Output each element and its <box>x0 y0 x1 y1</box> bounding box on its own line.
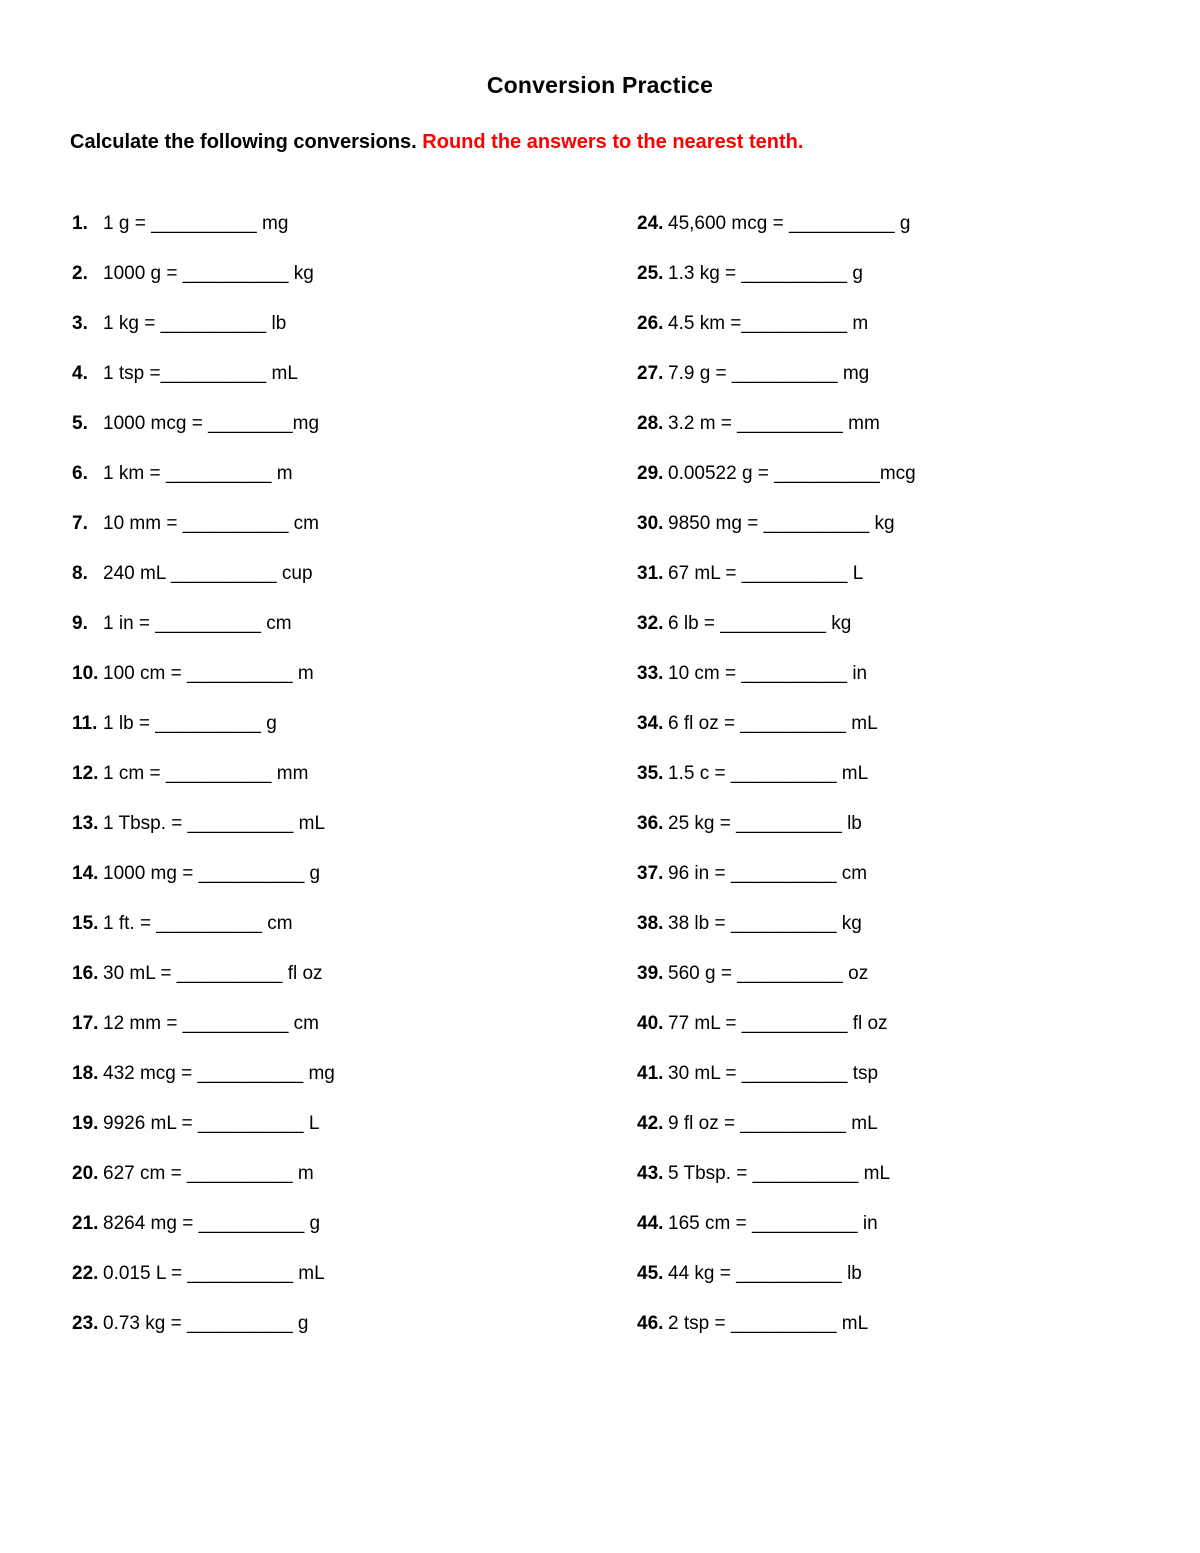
problem-number: 34. <box>637 713 664 734</box>
problem-item <box>637 912 916 962</box>
problem-number: 37. <box>637 863 664 884</box>
problem-text: 77 mL = __________ fl oz <box>668 1013 888 1034</box>
problem-text: 45,600 mcg = __________ g <box>668 213 911 234</box>
problem-number: 3. <box>72 313 88 334</box>
problem-text: 1 lb = __________ g <box>103 713 277 734</box>
problem-item <box>637 512 916 562</box>
problem-text: 10 cm = __________ in <box>668 663 868 684</box>
problems-left-column <box>72 212 335 1362</box>
problem-number: 20. <box>72 1163 99 1184</box>
problem-number: 6. <box>72 463 88 484</box>
problem-number: 8. <box>72 563 88 584</box>
problem-number: 43. <box>637 1163 664 1184</box>
problem-number: 24. <box>637 213 664 234</box>
problem-text: 1.3 kg = __________ g <box>668 263 863 284</box>
problem-number: 5. <box>72 413 88 434</box>
problem-text: 432 mcg = __________ mg <box>103 1063 335 1084</box>
problem-text: 1000 mcg = ________mg <box>103 413 320 434</box>
problem-item <box>637 712 916 762</box>
problem-item <box>72 412 335 462</box>
problem-item <box>637 1212 916 1262</box>
problem-text: 627 cm = __________ m <box>103 1163 314 1184</box>
problem-text: 2 tsp = __________ mL <box>668 1313 869 1334</box>
problem-number: 27. <box>637 363 664 384</box>
problem-text: 12 mm = __________ cm <box>103 1013 319 1034</box>
problem-number: 16. <box>72 963 99 984</box>
problem-text: 38 lb = __________ kg <box>668 913 862 934</box>
problem-number: 28. <box>637 413 664 434</box>
instructions-normal-text: Calculate the following conversions. <box>70 131 423 153</box>
problem-number: 41. <box>637 1063 664 1084</box>
problem-item <box>72 1062 335 1112</box>
problem-text: 10 mm = __________ cm <box>103 513 319 534</box>
problem-item <box>637 962 916 1012</box>
problem-text: 5 Tbsp. = __________ mL <box>668 1163 891 1184</box>
problem-item <box>72 1262 335 1312</box>
problem-item <box>72 462 335 512</box>
problem-text: 9926 mL = __________ L <box>103 1113 320 1134</box>
problem-number: 44. <box>637 1213 664 1234</box>
problem-number: 9. <box>72 613 88 634</box>
problem-number: 11. <box>72 713 98 734</box>
problem-text: 6 lb = __________ kg <box>668 613 852 634</box>
problem-number: 45. <box>637 1263 664 1284</box>
problem-item <box>72 312 335 362</box>
problem-text: 0.73 kg = __________ g <box>103 1313 309 1334</box>
problem-item <box>72 212 335 262</box>
problem-number: 14. <box>72 863 99 884</box>
problem-number: 35. <box>637 763 664 784</box>
problem-text: 1 km = __________ m <box>103 463 293 484</box>
problem-text: 44 kg = __________ lb <box>668 1263 862 1284</box>
problem-text: 560 g = __________ oz <box>668 963 869 984</box>
problem-item <box>72 262 335 312</box>
problem-text: 165 cm = __________ in <box>668 1213 878 1234</box>
problem-text: 8264 mg = __________ g <box>103 1213 321 1234</box>
problems-right-column <box>637 212 916 1362</box>
problem-item <box>637 1012 916 1062</box>
problem-number: 25. <box>637 263 664 284</box>
problem-number: 19. <box>72 1113 99 1134</box>
problem-item <box>72 812 335 862</box>
problem-item <box>637 562 916 612</box>
problem-item <box>637 1262 916 1312</box>
problem-text: 1.5 c = __________ mL <box>668 763 869 784</box>
problem-number: 26. <box>637 313 664 334</box>
problem-text: 1000 mg = __________ g <box>103 863 321 884</box>
problem-number: 7. <box>72 513 88 534</box>
problem-number: 46. <box>637 1313 664 1334</box>
problem-text: 30 mL = __________ fl oz <box>103 963 323 984</box>
page-title: Conversion Practice <box>486 72 714 98</box>
problem-item <box>72 1162 335 1212</box>
problem-number: 1. <box>72 213 88 234</box>
problem-number: 40. <box>637 1013 664 1034</box>
problem-item <box>72 962 335 1012</box>
problem-item <box>637 662 916 712</box>
problem-text: 1 Tbsp. = __________ mL <box>103 813 326 834</box>
problem-number: 12. <box>72 763 99 784</box>
problem-text: 240 mL __________ cup <box>103 563 313 584</box>
problem-item <box>637 1112 916 1162</box>
problem-item <box>637 1062 916 1112</box>
problem-text: 0.00522 g = __________mcg <box>668 463 916 484</box>
problem-number: 23. <box>72 1313 99 1334</box>
problem-item <box>637 1312 916 1362</box>
problem-item <box>637 362 916 412</box>
problem-item <box>637 262 916 312</box>
problem-number: 33. <box>637 663 664 684</box>
instructions-highlight-text: Round the answers to the nearest tenth. <box>422 131 804 153</box>
problem-item <box>637 462 916 512</box>
problem-item <box>72 1012 335 1062</box>
problem-item <box>637 812 916 862</box>
problem-number: 10. <box>72 663 99 684</box>
problem-number: 2. <box>72 263 88 284</box>
problem-item <box>72 1312 335 1362</box>
problem-item <box>72 362 335 412</box>
problem-text: 96 in = __________ cm <box>668 863 868 884</box>
problem-text: 67 mL = __________ L <box>668 563 864 584</box>
problem-item <box>72 762 335 812</box>
problem-text: 1000 g = __________ kg <box>103 263 314 284</box>
problem-number: 29. <box>637 463 664 484</box>
problem-item <box>72 1112 335 1162</box>
problem-text: 0.015 L = __________ mL <box>103 1263 325 1284</box>
problem-text: 4.5 km =__________ m <box>668 313 869 334</box>
problem-item <box>72 612 335 662</box>
problem-number: 4. <box>72 363 88 384</box>
problem-item <box>72 562 335 612</box>
problem-number: 30. <box>637 513 664 534</box>
problem-number: 18. <box>72 1063 99 1084</box>
problem-number: 22. <box>72 1263 99 1284</box>
problem-text: 1 in = __________ cm <box>103 613 292 634</box>
problem-item <box>637 312 916 362</box>
problem-text: 9850 mg = __________ kg <box>668 513 895 534</box>
problem-number: 15. <box>72 913 99 934</box>
problem-item <box>637 762 916 812</box>
problem-text: 25 kg = __________ lb <box>668 813 862 834</box>
problem-item <box>72 1212 335 1262</box>
problem-text: 3.2 m = __________ mm <box>668 413 880 434</box>
problem-item <box>637 212 916 262</box>
problem-number: 39. <box>637 963 664 984</box>
problem-text: 1 tsp =__________ mL <box>103 363 298 384</box>
problem-item <box>637 612 916 662</box>
problem-text: 1 cm = __________ mm <box>103 763 309 784</box>
problem-number: 38. <box>637 913 664 934</box>
problem-number: 36. <box>637 813 664 834</box>
problem-text: 1 g = __________ mg <box>103 213 289 234</box>
problem-item <box>72 662 335 712</box>
problem-number: 31. <box>637 563 664 584</box>
problem-text: 1 ft. = __________ cm <box>103 913 293 934</box>
problem-number: 21. <box>72 1213 99 1234</box>
problem-item <box>637 1162 916 1212</box>
instructions <box>70 131 803 154</box>
problem-number: 32. <box>637 613 664 634</box>
problem-text: 9 fl oz = __________ mL <box>668 1113 878 1134</box>
problem-item <box>72 512 335 562</box>
problem-item <box>637 862 916 912</box>
problem-text: 100 cm = __________ m <box>103 663 314 684</box>
problem-item <box>637 412 916 462</box>
problem-item <box>72 862 335 912</box>
problem-text: 1 kg = __________ lb <box>103 313 287 334</box>
problem-item <box>72 912 335 962</box>
problem-number: 17. <box>72 1013 99 1034</box>
problem-text: 6 fl oz = __________ mL <box>668 713 878 734</box>
problem-item <box>72 712 335 762</box>
problem-number: 13. <box>72 813 99 834</box>
problem-text: 7.9 g = __________ mg <box>668 363 870 384</box>
problem-number: 42. <box>637 1113 664 1134</box>
problem-text: 30 mL = __________ tsp <box>668 1063 879 1084</box>
